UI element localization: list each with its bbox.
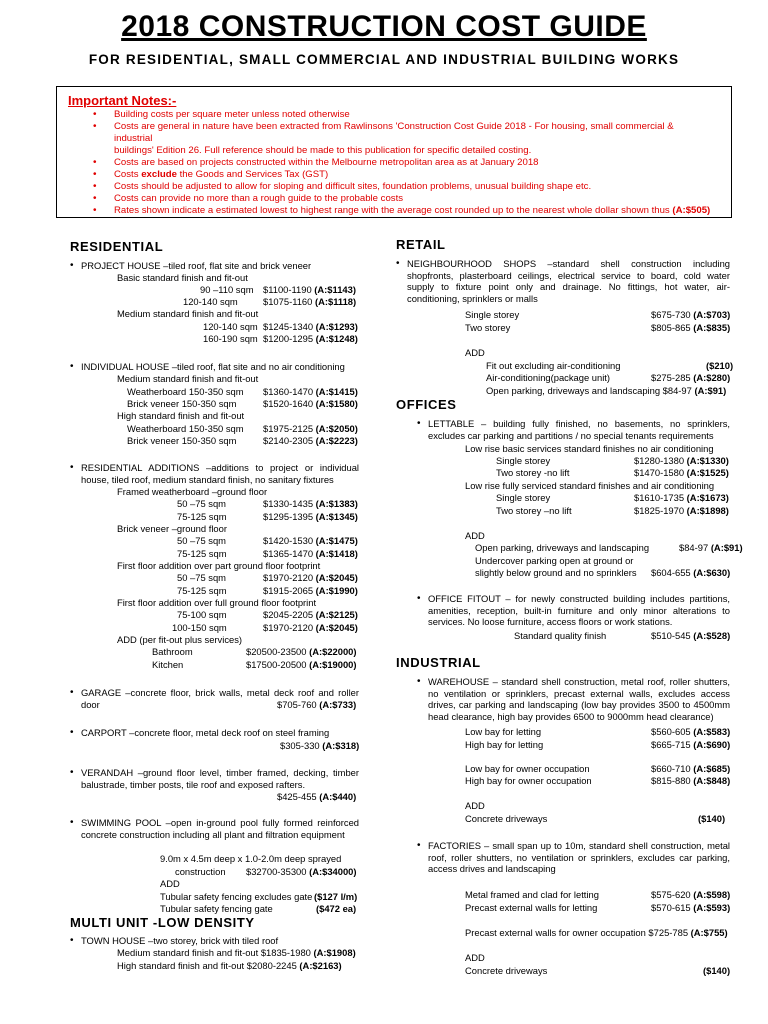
- average-price: (A:$1345): [315, 511, 358, 522]
- price-range: Precast external walls for owner occupation $725-785: [465, 927, 689, 938]
- average-price: (A:$91): [710, 542, 743, 553]
- price-range: $1970-2120: [263, 572, 314, 583]
- note-text: Rates shown indicate a estimated lowest to highest range with the average cost rounded up to the nearest whole dollar shown thus: [114, 205, 670, 216]
- price-row: [314, 891, 357, 903]
- add-label: ADD: [465, 347, 485, 358]
- important-notes-box: [56, 86, 732, 218]
- price-row: [246, 866, 357, 878]
- average-price: (A:$690): [693, 739, 731, 750]
- size-label: Bathroom: [152, 646, 193, 657]
- price-range: $1915-2065: [263, 585, 314, 596]
- average-price: (A:$1990): [315, 585, 358, 596]
- note-item: [57, 205, 714, 217]
- price-range: $1245-1340: [263, 321, 314, 332]
- size-label: Fit out excluding air-conditioning: [486, 360, 621, 371]
- price-range: $17500-20500: [246, 659, 307, 670]
- price-range: $1200-1295: [263, 333, 314, 344]
- average-price: (A:$1143): [314, 284, 356, 295]
- price-range: $560-605: [651, 726, 691, 737]
- average-price: (A:$1580): [315, 398, 358, 409]
- size-label: Concrete driveways: [465, 965, 548, 976]
- entry-title: • WAREHOUSE – standard shell construction, metal roof, roller shutters, no ventilation or sprinklers, precast external walls, excludes access drives, car parking and landscaping (low bay provides 3500 to 4500mm head clearance, high bay provides 6500 to 9000mm head clearance): [428, 676, 730, 722]
- price-range: $425-455: [277, 791, 317, 802]
- size-label: High bay for owner occupation: [465, 775, 592, 786]
- average-price: ($127 l/m): [314, 891, 358, 902]
- price-row: [263, 572, 358, 584]
- average-price: (A:$703): [693, 309, 731, 320]
- average-price: (A:$1293): [315, 321, 358, 332]
- sub-heading: High standard finish and fit-out: [117, 410, 245, 421]
- average-price: (A:$19000): [309, 659, 357, 670]
- sub-heading: Framed weatherboard –ground floor: [117, 486, 268, 497]
- size-label: Low bay for owner occupation: [465, 763, 590, 774]
- size-label: Precast external walls for letting: [465, 902, 598, 913]
- size-label: 75-125 sqm: [177, 585, 227, 596]
- price-range: $575-620: [651, 889, 691, 900]
- entry-title: • TOWN HOUSE –two storey, brick with tiled roof: [81, 935, 278, 947]
- price-row: [263, 398, 358, 410]
- average-price: (A:$593): [693, 902, 731, 913]
- average-price: (A:$583): [693, 726, 731, 737]
- sub-heading: First floor addition over full ground floor footprint: [117, 597, 317, 608]
- section-heading-industrial: INDUSTRIAL: [396, 655, 481, 670]
- add-label: ADD: [160, 878, 180, 889]
- price-range: $1825-1970: [634, 505, 685, 516]
- average-price: (A:$630): [693, 567, 731, 578]
- price-range: $32700-35300: [246, 866, 307, 877]
- note-example: (A:$505): [672, 205, 711, 216]
- size-label: 90 –110 sqm: [200, 284, 254, 295]
- average-price: (A:$598): [693, 889, 731, 900]
- size-label: 75-100 sqm: [177, 609, 227, 620]
- size-label: Tubular safety fencing excludes gate: [160, 891, 313, 902]
- size-label: 120-140 sqm: [183, 296, 238, 307]
- note-text: Costs: [114, 169, 142, 180]
- price-row: [316, 903, 356, 915]
- sub-heading: Brick veneer –ground floor: [117, 523, 227, 534]
- price-row: [263, 585, 358, 597]
- price-row: [246, 646, 357, 658]
- price-row: [263, 511, 358, 523]
- size-label: 50 –75 sqm: [177, 535, 226, 546]
- page-title: 2018 CONSTRUCTION COST GUIDE: [121, 10, 647, 43]
- entry-title: • LETTABLE – building fully finished, no basements, no sprinklers, excludes car parking and partitions / no special tenants requirements: [428, 418, 730, 441]
- size-label: High bay for letting: [465, 739, 544, 750]
- size-label: Two storey: [465, 322, 511, 333]
- size-label: Brick veneer 150-350 sqm: [127, 398, 237, 409]
- sub-heading: 9.0m x 4.5m deep x 1.0-2.0m deep sprayed: [160, 853, 342, 864]
- note-item: [57, 169, 714, 181]
- size-label: Single storey: [465, 309, 520, 320]
- price-row: [263, 284, 356, 296]
- sub-heading: ADD (per fit-out plus services): [117, 634, 243, 645]
- average-price: ($210): [706, 360, 734, 371]
- price-row: [263, 535, 358, 547]
- price-row: [263, 435, 358, 447]
- size-label: 120-140 sqm: [203, 321, 258, 332]
- average-price: (A:$2163): [299, 960, 342, 971]
- average-price: (A:$835): [693, 322, 731, 333]
- price-range: $1360-1470: [263, 386, 314, 397]
- note-item: • Building costs per square meter unless noted otherwise: [57, 109, 714, 121]
- price-range: $705-760: [277, 699, 317, 710]
- size-label: Single storey: [496, 455, 551, 466]
- size-label: Brick veneer 150-350 sqm: [127, 435, 237, 446]
- section-heading-retail: RETAIL: [396, 237, 446, 252]
- price-range: $1365-1470: [263, 548, 314, 559]
- price-range: $675-730: [651, 309, 691, 320]
- price-row: [263, 498, 358, 510]
- price-row: [263, 386, 358, 398]
- section-heading-offices: OFFICES: [396, 397, 457, 412]
- price-row: [651, 889, 730, 901]
- size-label: Weatherboard 150-350 sqm: [127, 386, 244, 397]
- size-label: 100-150 sqm: [172, 622, 227, 633]
- average-price: (A:$1418): [315, 548, 358, 559]
- notes-heading: Important Notes:-: [68, 93, 177, 108]
- price-range: High standard finish and fit-out $2080-2245: [117, 960, 297, 971]
- section-heading-residential: RESIDENTIAL: [70, 239, 164, 254]
- price-range: $1520-1640: [263, 398, 314, 409]
- price-row: [651, 630, 730, 642]
- size-label: Low bay for letting: [465, 726, 542, 737]
- average-price: (A:$2045): [315, 622, 358, 633]
- price-row: [651, 322, 730, 334]
- price-row: [263, 548, 358, 560]
- price-row: [651, 763, 730, 775]
- average-price: (A:$1475): [315, 535, 358, 546]
- average-price: (A:$1248): [315, 333, 358, 344]
- average-price: (A:$1673): [686, 492, 729, 503]
- price-range: $2045-2205: [263, 609, 314, 620]
- size-label: Two storey -no lift: [496, 467, 570, 478]
- note-item: • Costs are general in nature have been extracted from Rawlinsons 'Construction Cost Guide 2018 - For housing, small commercial & industrial: [57, 121, 714, 145]
- entry-title: • VERANDAH –ground floor level, timber framed, decking, timber balustrade, timber posts, tile roof and exposed rafters.: [81, 767, 359, 790]
- note-item: • Costs can provide no more than a rough guide to the probable costs: [57, 193, 714, 205]
- price-row: [634, 492, 729, 504]
- price-row: [465, 927, 728, 939]
- price-row: [263, 296, 356, 308]
- average-price: (A:$2125): [315, 609, 358, 620]
- price-range: $20500-23500: [246, 646, 307, 657]
- average-price: (A:$1908): [313, 947, 356, 958]
- price-row: [651, 372, 730, 384]
- average-price: (A:$685): [693, 763, 731, 774]
- size-label: 50 –75 sqm: [177, 498, 226, 509]
- note-item-continuation: buildings' Edition 26. Full reference should be made to this publication for specific detailed costing.: [114, 145, 532, 156]
- price-row: [651, 567, 730, 579]
- price-range: $510-545: [651, 630, 691, 641]
- average-price: (A:$91): [694, 385, 727, 396]
- average-price: (A:$1330): [686, 455, 729, 466]
- average-price: (A:$528): [693, 630, 731, 641]
- size-label: 160-190 sqm: [203, 333, 258, 344]
- average-price: ($140): [703, 965, 731, 976]
- size-label: Metal framed and clad for letting: [465, 889, 599, 900]
- price-row: [651, 309, 730, 321]
- entry-title: • CARPORT –concrete floor, metal deck roof on steel framing: [81, 727, 329, 739]
- entry-title: • INDIVIDUAL HOUSE –tiled roof, flat site and no air conditioning: [81, 361, 345, 373]
- notes-list: [57, 109, 714, 217]
- size-label: Two storey –no lift: [496, 505, 572, 516]
- price-range: $604-655: [651, 567, 691, 578]
- price-range: $275-285: [651, 372, 691, 383]
- average-price: (A:$755): [690, 927, 728, 938]
- price-range: $1610-1735: [634, 492, 685, 503]
- price-row: [634, 467, 729, 479]
- average-price: (A:$34000): [309, 866, 357, 877]
- price-row: [634, 455, 729, 467]
- price-range: $1295-1395: [263, 511, 314, 522]
- sub-heading: Low rise basic services standard finishes no air conditioning: [465, 443, 714, 454]
- note-item: • Costs should be adjusted to allow for sloping and difficult sites, foundation problems, unusual building shape etc.: [57, 181, 714, 193]
- average-price: (A:$1383): [315, 498, 358, 509]
- average-price: (A:$1415): [315, 386, 358, 397]
- price-row: [706, 360, 733, 372]
- entry-title: • NEIGHBOURHOOD SHOPS –standard shell construction including shopfronts, plasterboard ceilings, electrical service to board, cold water supply to fixture point only and drainage. No fittings, hot water, air-conditioning, sprinklers or malls: [407, 258, 730, 304]
- price-range: $1975-2125: [263, 423, 314, 434]
- size-label: Open parking, driveways and landscaping: [475, 542, 650, 553]
- size-label: 50 –75 sqm: [177, 572, 226, 583]
- price-range: Open parking, driveways and landscaping $84-97: [486, 385, 692, 396]
- price-range: $1970-2120: [263, 622, 314, 633]
- note-emphasis: exclude: [141, 169, 177, 180]
- price-range: $1100-1190: [263, 284, 312, 295]
- price-range: $1075-1160: [263, 296, 313, 307]
- average-price: (A:$318): [322, 740, 360, 751]
- size-label: Single storey: [496, 492, 551, 503]
- price-row: [263, 333, 358, 345]
- add-label: ADD: [465, 530, 485, 541]
- entry-title: • FACTORIES – small span up to 10m, standard shell construction, metal roof, roller shutters, no ventilation or sprinklers, excludes car parking, access drives and landscaping: [428, 840, 730, 875]
- average-price: (A:$1525): [686, 467, 729, 478]
- size-label: slightly below ground and no sprinklers: [475, 567, 637, 578]
- average-price: (A:$440): [319, 791, 357, 802]
- price-range: $305-330: [280, 740, 320, 751]
- price-range: $84-97: [679, 542, 709, 553]
- note-item: • Costs are based on projects constructed within the Melbourne metropolitan area as at January 2018: [57, 157, 714, 169]
- price-row: [277, 791, 356, 803]
- price-row: [486, 385, 726, 397]
- price-row: [117, 960, 342, 972]
- sub-heading: Medium standard finish and fit-out: [117, 308, 259, 319]
- price-row: [651, 739, 730, 751]
- sub-heading: Medium standard finish and fit-out: [117, 373, 259, 384]
- average-price: (A:$22000): [309, 646, 357, 657]
- note-text: the Goods and Services Tax (GST): [176, 169, 329, 180]
- size-label: Tubular safety fencing gate: [160, 903, 273, 914]
- section-heading-multi-unit: MULTI UNIT -LOW DENSITY: [70, 915, 255, 930]
- price-row: [263, 423, 358, 435]
- average-price: (A:$848): [693, 775, 731, 786]
- price-range: $1330-1435: [263, 498, 314, 509]
- price-range: $1470-1580: [634, 467, 685, 478]
- price-row: [651, 902, 730, 914]
- price-range: $660-710: [651, 763, 691, 774]
- price-range: Medium standard finish and fit-out $1835-1980: [117, 947, 311, 958]
- price-row: [698, 813, 725, 825]
- price-row: [651, 726, 730, 738]
- entry-title: • RESIDENTIAL ADDITIONS –additions to project or individual house, tiled roof, medium standard finish, no sanitary fixtures: [81, 462, 359, 485]
- price-row: [117, 947, 356, 959]
- sub-heading: Low rise fully serviced standard finishes and air conditioning: [465, 480, 715, 491]
- size-label: Weatherboard 150-350 sqm: [127, 423, 244, 434]
- price-row: [263, 321, 358, 333]
- average-price: ($472 ea): [316, 903, 357, 914]
- page-subtitle: FOR RESIDENTIAL, SMALL COMMERCIAL AND INDUSTRIAL BUILDING WORKS: [88, 52, 680, 67]
- price-range: $1280-1380: [634, 455, 685, 466]
- entry-title: • OFFICE FITOUT – for newly constructed building includes partitions, amenities, reception, built-in furniture and only minor alterations to services. No loose furniture, access floors or work stations.: [428, 593, 730, 628]
- price-row: [263, 622, 358, 634]
- average-price: (A:$2045): [315, 572, 358, 583]
- price-row: [679, 542, 743, 554]
- price-row: [263, 609, 358, 621]
- sub-heading: Basic standard finish and fit-out: [117, 272, 248, 283]
- price-range: $665-715: [651, 739, 691, 750]
- average-price: ($140): [698, 813, 726, 824]
- average-price: (A:$2050): [315, 423, 358, 434]
- average-price: (A:$733): [319, 699, 357, 710]
- size-label: Standard quality finish: [514, 630, 607, 641]
- size-label: construction: [175, 866, 226, 877]
- add-label: ADD: [465, 800, 485, 811]
- price-row: [280, 740, 359, 752]
- entry-title: • GARAGE –concrete floor, brick walls, metal deck roof and roller door: [81, 687, 359, 710]
- size-label: 75-125 sqm: [177, 548, 227, 559]
- price-row: [246, 659, 357, 671]
- sub-heading: Undercover parking open at ground or: [475, 555, 634, 566]
- sub-heading: First floor addition over part ground floor footprint: [117, 560, 321, 571]
- average-price: (A:$2223): [315, 435, 358, 446]
- price-row: [277, 699, 356, 711]
- size-label: Concrete driveways: [465, 813, 548, 824]
- price-row: [651, 775, 730, 787]
- size-label: 75-125 sqm: [177, 511, 227, 522]
- entry-title: • PROJECT HOUSE –tiled roof, flat site and brick veneer: [81, 260, 311, 272]
- average-price: (A:$1898): [686, 505, 729, 516]
- note-item: [57, 145, 714, 157]
- size-label: Kitchen: [152, 659, 184, 670]
- price-range: $805-865: [651, 322, 691, 333]
- price-row: [703, 965, 730, 977]
- price-range: $2140-2305: [263, 435, 314, 446]
- price-range: $1420-1530: [263, 535, 314, 546]
- size-label: Air-conditioning(package unit): [486, 372, 611, 383]
- entry-title: • SWIMMING POOL –open in-ground pool fully formed reinforced concrete construction including all plant and filtration equipment: [81, 817, 359, 840]
- price-range: $570-615: [651, 902, 691, 913]
- price-range: $815-880: [651, 775, 691, 786]
- average-price: (A:$280): [693, 372, 731, 383]
- average-price: (A:$1118): [314, 296, 357, 307]
- price-row: [634, 505, 729, 517]
- add-label: ADD: [465, 952, 485, 963]
